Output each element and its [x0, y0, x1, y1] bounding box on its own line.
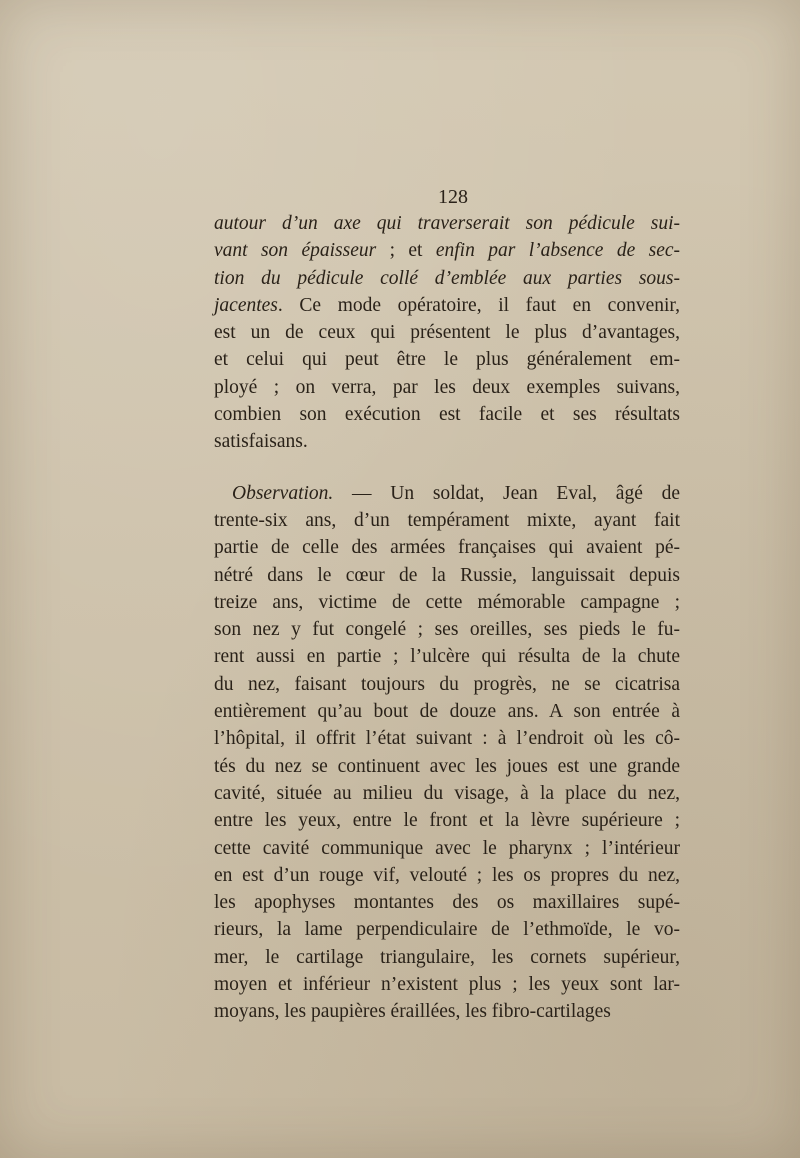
text-run: du nez, faisant toujours du progrès, ne se cicatrisa: [214, 673, 680, 695]
text-line: [214, 944, 680, 971]
paragraph-gap: [214, 456, 680, 480]
text-run: tés du nez se continuent avec les joues est une grande: [214, 755, 680, 777]
text-run: les apophyses montantes des os maxillaires supé-: [214, 892, 680, 914]
text-run: rent aussi en partie ; l’ulcère qui résulta de la chute: [214, 646, 680, 668]
text-line: [214, 616, 680, 643]
text-line: [214, 698, 680, 725]
text-run: entre les yeux, entre le front et la lèvre supérieure ;: [214, 810, 680, 832]
text-line: [214, 237, 680, 264]
text-run: son nez y fut congelé ; ses oreilles, ses pieds le fu-: [214, 619, 680, 641]
text-run: ployé ; on verra, par les deux exemples suivans,: [214, 376, 680, 398]
text-line: [214, 725, 680, 752]
text-run: moyen et inférieur n’existent plus ; les yeux sont lar-: [214, 974, 680, 996]
text-run: — Un soldat, Jean Eval, âgé de: [333, 482, 680, 504]
text-line: [214, 346, 680, 373]
page-number: 128: [438, 186, 468, 208]
text-run: partie de celle des armées françaises qui avaient pé-: [214, 537, 680, 559]
italic-text-run: autour d’un axe qui traverserait son pédicule sui-: [214, 213, 680, 234]
text-run: trente-six ans, d’un tempérament mixte, ayant fait: [214, 509, 680, 531]
italic-text-run: vant son épaisseur: [214, 240, 377, 262]
text-line: [214, 401, 680, 428]
text-run: treize ans, victime de cette mémorable campagne ;: [214, 591, 680, 613]
text-line: [214, 589, 680, 616]
text-run: en est d’un rouge vif, velouté ; les os propres du nez,: [214, 864, 680, 886]
text-run: entièrement qu’au bout de douze ans. A son entrée à: [214, 701, 680, 723]
text-line: [214, 562, 680, 589]
text-line: [214, 507, 680, 534]
text-line: [214, 480, 680, 507]
text-line: [214, 671, 680, 698]
text-line: [214, 319, 680, 346]
text-run: mer, le cartilage triangulaire, les cornets supérieur,: [214, 946, 680, 968]
paragraph-continuation: [214, 210, 680, 456]
text-run: combien son exécution est facile et ses résultats: [214, 404, 680, 426]
text-run: l’hôpital, il offrit l’état suivant : à l’endroit où les cô-: [214, 728, 680, 750]
italic-text-run: jacentes: [214, 294, 278, 316]
text-run: . Ce mode opératoire, il faut en convenir,: [277, 294, 680, 316]
text-run: est un de ceux qui présentent le plus d’avantages,: [214, 322, 680, 344]
text-line: [214, 643, 680, 670]
paragraph-observation: [214, 480, 680, 1026]
text-run: ; et: [376, 240, 436, 262]
text-line: [214, 428, 680, 455]
text-run: et celui qui peut être le plus généralement em-: [214, 349, 680, 371]
text-line: [214, 265, 680, 292]
text-run: nétré dans le cœur de la Russie, languissait depuis: [214, 564, 680, 586]
text-run: moyans, les paupières éraillées, les fibro-cartilages: [214, 1001, 611, 1023]
italic-text-run: tion du pédicule collé d’emblée aux parties sous-: [214, 267, 680, 289]
text-line: [214, 998, 680, 1025]
text-run: cavité, située au milieu du visage, à la place du nez,: [214, 782, 680, 804]
text-line: [214, 753, 680, 780]
text-run: cette cavité communique avec le pharynx ; l’intérieur: [214, 837, 680, 859]
text-line: [214, 807, 680, 834]
text-line: [214, 534, 680, 561]
text-line: [214, 971, 680, 998]
text-block: [214, 184, 680, 1026]
text-line: [214, 916, 680, 943]
text-line: [214, 210, 680, 237]
text-line: [214, 292, 680, 319]
text-run: satisfaisans.: [214, 431, 308, 453]
text-run: rieurs, la lame perpendiculaire de l’ethmoïde, le vo-: [214, 919, 680, 941]
text-line: [214, 780, 680, 807]
text-line: [214, 374, 680, 401]
text-line: [214, 835, 680, 862]
italic-text-run: enfin par l’absence de sec-: [435, 240, 681, 262]
text-line: [214, 889, 680, 916]
text-line: [214, 862, 680, 889]
italic-text-run: Observation.: [232, 482, 334, 504]
